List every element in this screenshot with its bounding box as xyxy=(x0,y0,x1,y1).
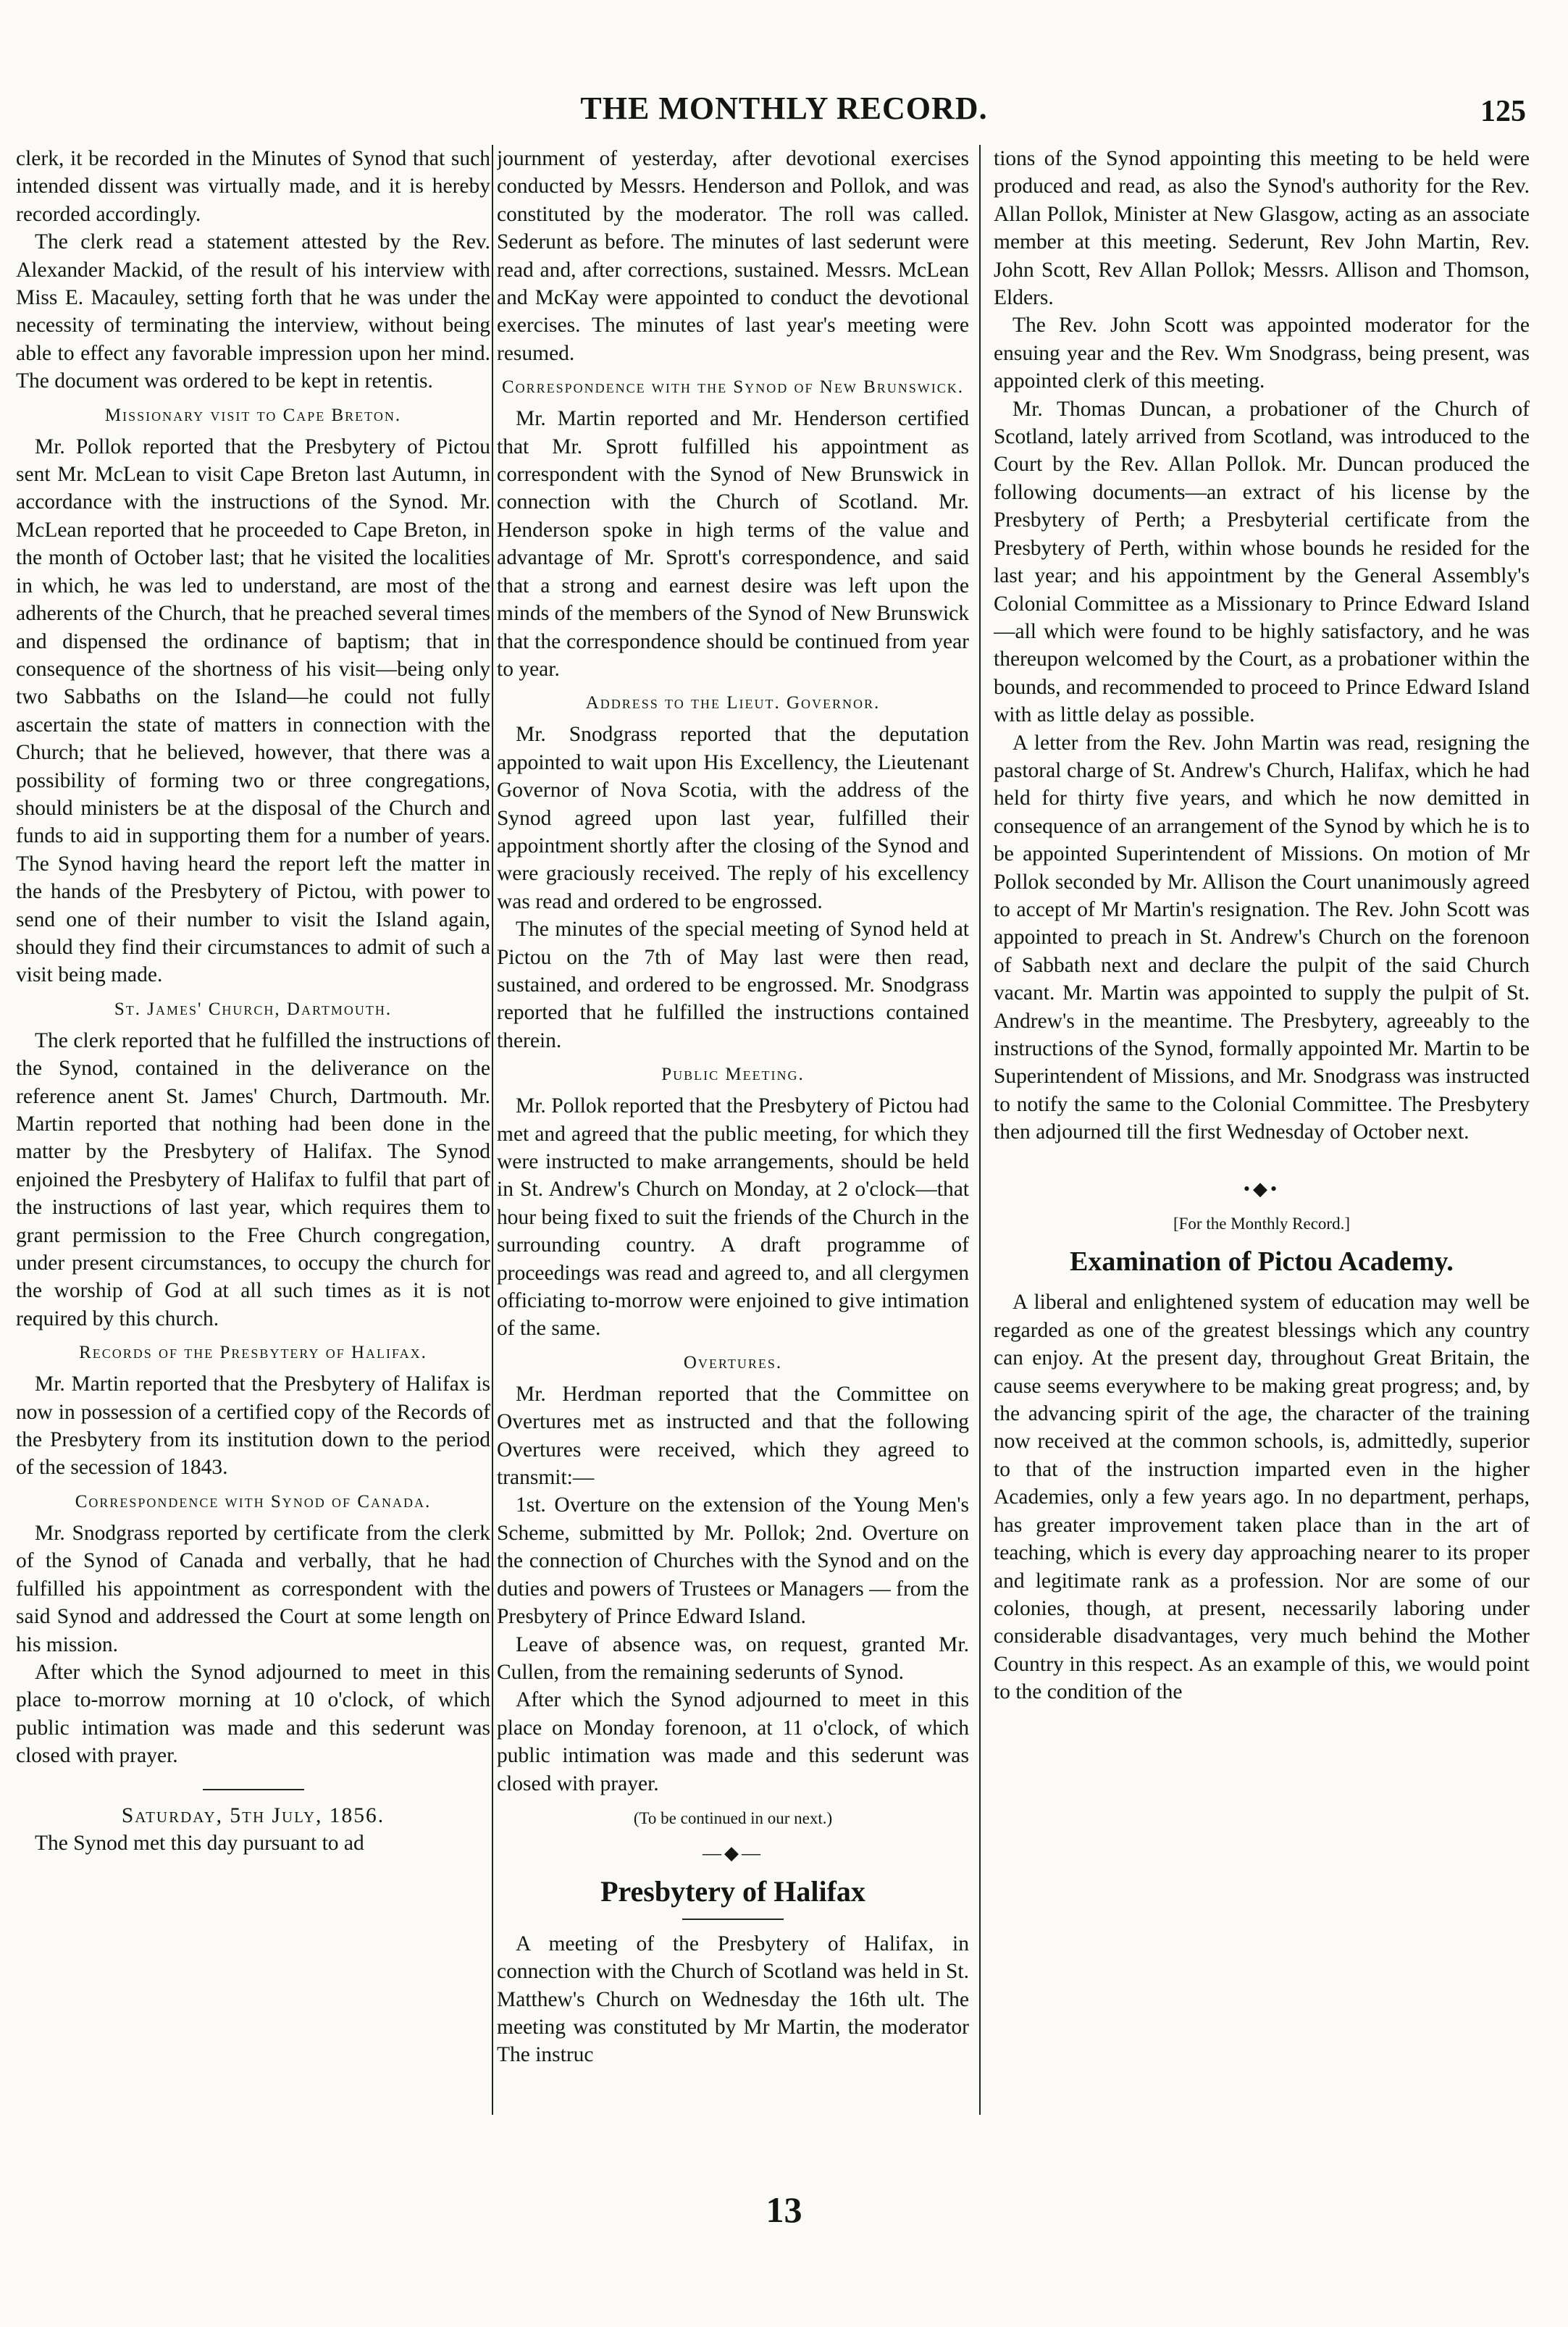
paragraph: Mr. Herdman reported that the Committee on Overtures met as instructed and that the following Overtures were received, which they agreed to transmit:— xyxy=(497,1382,969,1490)
source-note: [For the Monthly Record.] xyxy=(1173,1215,1350,1233)
column-3 xyxy=(994,145,1530,2100)
paragraph: The Rev. John Scott was appointed moderator for the ensuing year and the Rev. Wm Snodgrass, being present, was appointed clerk of this meeting. xyxy=(994,314,1530,393)
article-title: Examination of Pictou Academy. xyxy=(1070,1246,1454,1278)
paragraph: Mr. Pollok reported that the Presbytery of Pictou had met and agreed that the public meeting, for which they were instructed to make arrangements, should be held in St. Andrew's Church on Monday, at 2 o'clock—that hour being fixed to suit the friends of the Church in the surrounding country. A draft programme of proceedings was read and agreed to, and all clergymen officiating to-morrow were enjoined to give intimation of the same. xyxy=(497,1094,969,1341)
running-head xyxy=(0,90,1568,133)
section-heading: Public Meeting. xyxy=(661,1065,805,1085)
paragraph: Leave of absence was, on request, granted Mr. Cullen, from the remaining sederunts of Synod. xyxy=(497,1632,969,1684)
page-number: 125 xyxy=(1480,95,1526,128)
section-heading: Overtures. xyxy=(683,1352,783,1372)
paragraph: Mr. Pollok reported that the Presbytery of Pictou sent Mr. McLean to visit Cape Breton last Autumn, in accordance with the instructions of the Synod. Mr. McLean reported that he proceeded to Cape Breton, in the month of October last; that he visited the localities in which, he was led to understand, are most of the adherents of the Church, that he preached several times and dispensed the ordinance of baptism; that in consequence of the shortness of his visit—being only two Sabbaths on the Island—he could not fully ascertain the state of matters in connection with the Church; that he believed, however, that there was a possibility of forming two or three congregations, should ministers be at the disposal of the Church and funds to aid in supporting them for a number of years. The Synod having heard the report left the matter in the hands of the Presbytery of Pictou, with power to send one of their number to visit the Island again, should they find their circumstances to admit of such a visit being made. xyxy=(16,435,490,987)
paragraph: The clerk read a statement attested by the Rev. Alexander Mackid, of the result of his interview with Miss E. Macauley, setting forth that he was under the necessity of terminating the interview, without being able to effect any favorable impression upon her mind. The document was ordered to be kept in retentis. xyxy=(16,230,490,393)
paragraph: The Synod met this day pursuant to ad xyxy=(35,1831,364,1855)
paragraph: Mr. Martin reported that the Presbytery of Halifax is now in possession of a certified copy of the Records of the Presbytery from its institution down to the period of the secession of 1843. xyxy=(16,1372,490,1480)
paragraph: The minutes of the special meeting of Synod held at Pictou on the 7th of May last were then read, sustained, and ordered to be engrossed. Mr. Snodgrass reported that he fulfilled the instructions contained therein. xyxy=(497,918,969,1052)
paragraph: Mr. Snodgrass reported that the deputation appointed to wait upon His Excellency, the Lieutenant Governor of Nova Scotia, with the address of the Synod agreed upon last year, fulfilled their appointment shortly after the closing of the Synod and were graciously received. The reply of his excellency was read and ordered to be engrossed. xyxy=(497,723,969,913)
paragraph: A liberal and enlightened system of education may well be regarded as one of the greatest blessings which any country can enjoy. At the present day, throughout Great Britain, the cause seems everywhere to be making great progress; and, by the advancing spirit of the age, the character of the training now received at the common schools, is, admittedly, superior to that of the instruction imparted even in the higher Academies, only a few years ago. In no department, perhaps, has greater improvement taken place than in the art of teaching, which is every day approaching nearer to its proper and legitimate rank as a profession. Nor are some of our colonies, though, at present, necessarily laboring under considerable disadvantages, very much behind the Mother Country in this respect. As an example of this, we would point to the condition of the xyxy=(994,1291,1530,1704)
signature-mark: 13 xyxy=(766,2189,802,2230)
column-2 xyxy=(497,145,969,2100)
ornament-divider: —◆— xyxy=(703,1842,763,1864)
date-line: Saturday, 5th July, 1856. xyxy=(121,1803,385,1827)
column-rule-right xyxy=(979,145,981,2115)
paragraph: journment of yesterday, after devotional exercises conducted by Messrs. Henderson and Pollok, and was constituted by the moderator. The roll was called. Sederunt as before. The minutes of last sederunt were read and, after corrections, sustained. Messrs. McLean and McKay were appointed to conduct the devotional exercises. The minutes of last year's meeting were resumed. xyxy=(497,147,969,365)
paragraph: After which the Synod adjourned to meet in this place on Monday forenoon, at 11 o'clock, of which public intimation was made and this sederunt was closed with prayer. xyxy=(497,1688,969,1795)
paragraph: A meeting of the Presbytery of Halifax, in connection with the Church of Scotland was held in St. Matthew's Church on Wednesday the 16th ult. The meeting was constituted by Mr Martin, the moderator The instruc xyxy=(497,1932,969,2067)
continued-note: (To be continued in our next.) xyxy=(633,1808,833,1827)
running-title: THE MONTHLY RECORD. xyxy=(580,91,988,126)
column-rule-left xyxy=(492,145,493,2115)
divider xyxy=(203,1789,304,1790)
section-heading: St. James' Church, Dartmouth. xyxy=(114,999,393,1019)
paragraph: clerk, it be recorded in the Minutes of Synod that such intended dissent was virtually made, and it is hereby recorded accordingly. xyxy=(16,147,490,226)
ornament-divider: •◆• xyxy=(1243,1178,1280,1199)
section-heading: Correspondence with Synod of Canada. xyxy=(75,1491,432,1511)
paragraph: tions of the Synod appointing this meeting to be held were produced and read, as also the Synod's authority for the Rev. Allan Pollok, Minister at New Glasgow, acting as an associate member at this meeting. Sederunt, Rev John Martin, Rev. John Scott, Rev Allan Pollok; Messrs. Allison and Thomson, Elders. xyxy=(994,147,1530,310)
paragraph: The clerk reported that he fulfilled the instructions of the Synod, contained in the deliverance on the reference anent St. James' Church, Dartmouth. Mr. Martin reported that nothing had been done in the matter by the Presbytery of Halifax. The Synod enjoined the Presbytery of Halifax to fulfil that part of the instructions of last year, which requires them to grant permission to the Free Church congregation, under present circumstances, to occupy the church for the worship of God at all such times as it is not required by this church. xyxy=(16,1028,490,1330)
divider xyxy=(682,1919,784,1920)
section-heading: Address to the Lieut. Governor. xyxy=(585,693,881,713)
paragraph: A letter from the Rev. John Martin was read, resigning the pastoral charge of St. Andrew's Church, Halifax, which he had held for thirty five years, and which he now demitted in consequence of an arrangement of the Synod by which he is to be appointed Superintendent of Missions. On motion of Mr Pollok seconded by Mr. Allison the Court unanimously agreed to accept of Mr Martin's resignation. The Rev. John Scott was appointed to preach in St. Andrew's Church on the forenoon of Sabbath next and declare the pulpit of the said Church vacant. Mr. Martin was appointed to supply the pulpit of St. Andrew's in the meantime. The Presbytery, agreeably to the instructions of the Synod, formally appointed Mr. Martin to be Superintendent of Missions, and Mr. Snodgrass was instructed to notify the same to the Colonial Committee. The Presbytery then adjourned till the first Wednesday of October next. xyxy=(994,731,1530,1144)
paragraph: Mr. Thomas Duncan, a probationer of the Church of Scotland, lately arrived from Scotland, was introduced to the Court by the Rev. Allan Pollok. Mr. Duncan produced the following documents—an extract of his license by the Presbytery of Perth; a Presbyterial certificate from the Presbytery of Perth, within whose bounds he resided for the last year; and his appointment by the General Assembly's Colonial Committee as a Missionary to Prince Edward Island—all which were found to be highly satisfactory, and he was thereupon welcomed by the Court, as a probationer within the bounds, and recommended to proceed to Prince Edward Island with as little delay as possible. xyxy=(994,397,1530,727)
paragraph: Mr. Martin reported and Mr. Henderson certified that Mr. Sprott fulfilled his appointment as correspondent with the Synod of New Brunswick in connection with the Church of Scotland. Mr. Henderson spoke in high terms of the value and advantage of Mr. Sprott's correspondence, and said that a strong and earnest desire was left upon the minds of the members of the Synod of New Brunswick that the correspondence should be continued from year to year. xyxy=(497,407,969,681)
paragraph: After which the Synod adjourned to meet in this place to-morrow morning at 10 o'clock, of which public intimation was made and this sederunt was closed with prayer. xyxy=(16,1660,490,1768)
article-title: Presbytery of Halifax xyxy=(600,1874,865,1908)
paragraph: Mr. Snodgrass reported by certificate from the clerk of the Synod of Canada and verbally, that he had fulfilled his appointment as correspondent with the said Synod and addressed the Court at some length on his mission. xyxy=(16,1521,490,1656)
paragraph: 1st. Overture on the extension of the Young Men's Scheme, submitted by Mr. Pollok; 2nd. Overture on the connection of Churches with the Synod and on the duties and powers of Trustees or Managers — from the Presbytery of Prince Edward Island. xyxy=(497,1493,969,1629)
section-heading: Correspondence with the Synod of New Brunswick. xyxy=(501,377,965,398)
column-1 xyxy=(16,145,490,2100)
section-heading: Records of the Presbytery of Halifax. xyxy=(79,1343,427,1363)
section-heading: Missionary visit to Cape Breton. xyxy=(104,405,402,425)
